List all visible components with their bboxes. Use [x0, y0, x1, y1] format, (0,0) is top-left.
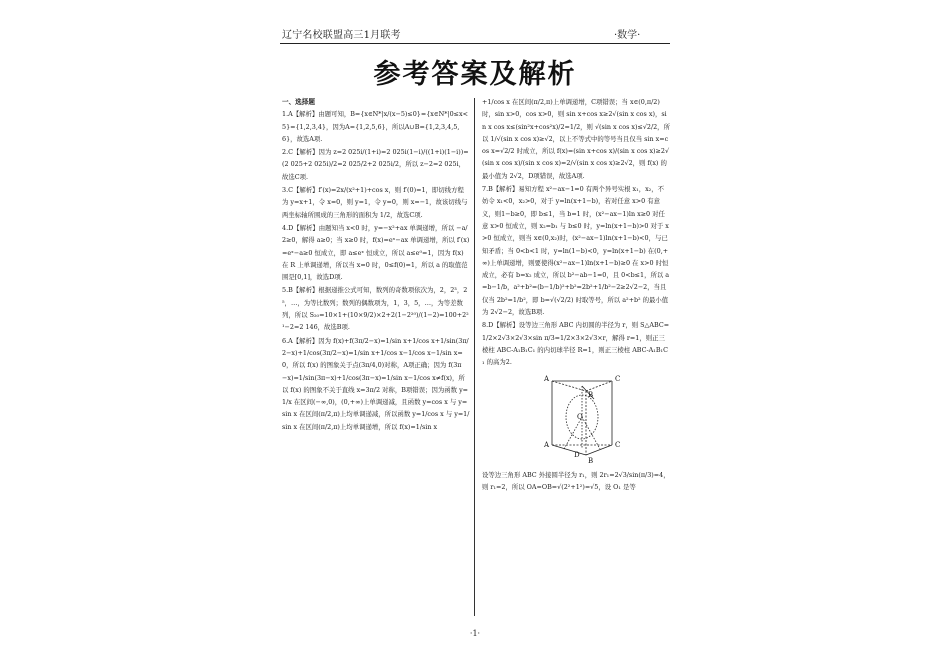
- column-divider: [474, 98, 475, 616]
- page-number: ·1·: [469, 629, 481, 638]
- figure-label: C: [615, 440, 621, 449]
- figure-label: O: [577, 412, 583, 421]
- answer-item: 4.D【解析】由题知当 x<0 时，y=−x²+ax 单调递增，所以 −a/2≥0，解得 a≥0；当 x≥0 时，f(x)=eˣ−ax 单调递增，所以 f′(x)=eˣ−a≥0 恒成立，即 a≤eˣ 恒成立，所以 a≤e⁰=1，因为 f(x) 在 R 上单调递增，所以当 x=0 时，0≤f(0)=1，所以 a 的取值范围是[0,1]，故选D项.: [282, 223, 470, 282]
- figure-label: A: [544, 440, 550, 449]
- right-column: [482, 96, 670, 494]
- answer-item: 1.A【解析】由题可知，B={x∈N*|x/(x−5)≤0}={x∈N*|0≤x<5}={1,2,3,4}，因为A={1,2,5,6}，所以A∪B={1,2,3,4,5,6}，故选A项.: [282, 110, 468, 143]
- answer-item: 5.B【解析】根据递推公式可知，数列的奇数项依次为，2，2³，2⁵，…，为等比数列；数列的偶数项为，1，3，5，…，为等差数列，所以 S₂₀=10×1+(10×9/2)×2+2(1−2²⁰)/(1−2)=100+2²¹−2=2 146，故选B项.: [282, 286, 469, 332]
- left-column: [282, 96, 470, 434]
- header-rule: [280, 43, 670, 44]
- figure-label: B: [588, 390, 594, 399]
- prism-figure: [534, 373, 654, 465]
- answer-item: 设等边三角形 ABC 外接圆半径为 r₁，则 2r₁=2√3/sin(π/3)=4，则 r₁=2，所以 OA=OB=√(2²+1²)=√5，设 O₁ 是等: [482, 470, 670, 491]
- answer-item: 7.B【解析】易知方程 x²−ax−1=0 有两个异号实根 x₁，x₂，不妨令 x₁<0，x₂>0，对于 y=ln(x+1−b)，若对任意 x>0 有意义，则1−b≥0，即 b≤1，当 b=1 时，(x²−ax−1)ln x≥0 对任意 x>0 恒成立，则 x₂=b₁ 与 b≤0 时，y=ln(x+1−b)>0 对于 x>0 恒成立，则当 x∈(0,x₂)时，(x²−ax−1)ln(x+1−b)<0，与已知矛盾；当 0<b<1 时，y=ln(1−b)<0，y=ln(x+1−b) 在(0,+∞)上单调递增，则要使得(x²−ax−1)ln(x+1−b)≥0 在 x>0 时恒成立，必有 b=x₂ 成立，所以 b²−ab−1=0，且 0<b≤1，所以 a=b−1/b，a²+b²=(b−1/b)²+b²=2b²+1/b²−2≥2√2−2，当且仅当 2b²=1/b²，即 b=√(√2/2) 时取等号，所以 a²+b² 的最小值为 2√2−2，故选B项.: [482, 185, 670, 317]
- figure-label: D: [574, 450, 580, 459]
- header-subject: ·数学·: [614, 30, 641, 41]
- page-title: 参考答案及解析: [373, 59, 577, 90]
- answer-item: 6.A【解析】因为 f(x)+f(3π/2−x)=1/sin x+1/cos x+1/sin(3π/2−x)+1/cos(3π/2−x)=1/sin x+1/cos x−1/cos x−1/sin x=0，所以 f(x) 的图象关于点(3π/4,0)对称，A项正确；因为 f(3π−x)=1/sin(3π−x)+1/cos(3π−x)=1/sin x−1/cos x≠f(x)，所以 f(x) 的图象不关于直线 x=3π/2 对称，B项错误；因为函数 y=1/x 在区间(−∞,0)，(0,+∞)上单调递减，且函数 y=cos x 与 y=sin x 在区间(π/2,π)上均单调递减，所以函数 y=1/cos x 与 y=1/sin x 在区间(π/2,π)上均单调递增，所以 f(x)=1/sin x: [282, 336, 470, 431]
- header-exam-title: 辽宁名校联盟高三1月联考: [282, 30, 401, 41]
- figure-label: C: [615, 374, 621, 383]
- triangular-prism-diagram: [534, 373, 654, 465]
- answer-item: 3.C【解析】f′(x)=2x/(x²+1)+cos x，则 f′(0)=1，即切线方程为 y=x+1，令 x=0，则 y=1，令 y=0，则 x=−1，故该切线与两坐标轴所围成的三角形的面积为 1/2，故选C项.: [282, 186, 468, 219]
- answer-item: 8.D【解析】设等边三角形 ABC 内切圆的半径为 r，则 S△ABC=1/2×2√3×2√3×sin π/3=1/2×3×2√3×r，解得 r=1，则正三棱柱 ABC-A₁B₁C₁ 的内切球半径 R=1，则正三棱柱 ABC-A₁B₁C₁ 的高为2.: [482, 321, 670, 367]
- section-heading: 一、选择题: [282, 98, 315, 106]
- figure-label: A: [544, 374, 550, 383]
- figure-label: B: [588, 456, 594, 465]
- answer-item: +1/cos x 在区间(π/2,π)上单调递增，C项错误；当 x∈(0,π/2)时，sin x>0，cos x>0，则 sin x+cos x≥2√(sin x cos x)，sin x cos x≤(sin²x+cos²x)/2=1/2，则 √(sin x cos x)≤√2/2，所以 1/√(sin x cos x)≥√2，以上不等式中的等号当且仅当 sin x=cos x=√2/2 时成立，所以 f(x)=(sin x+cos x)/(sin x cos x)≥2√(sin x cos x)/(sin x cos x)=2/√(sin x cos x)≥2√2，则 f(x) 的最小值为 2√2，D项错误，故选A项.: [482, 98, 670, 180]
- answer-item: 2.C【解析】因为 z=2 025i/(1+i)=2 025i(1−i)/((1+i)(1−i))=(2 025+2 025i)/2=2 025/2+2 025i/2，所以 z−2=2 025i，故选C项.: [282, 148, 469, 181]
